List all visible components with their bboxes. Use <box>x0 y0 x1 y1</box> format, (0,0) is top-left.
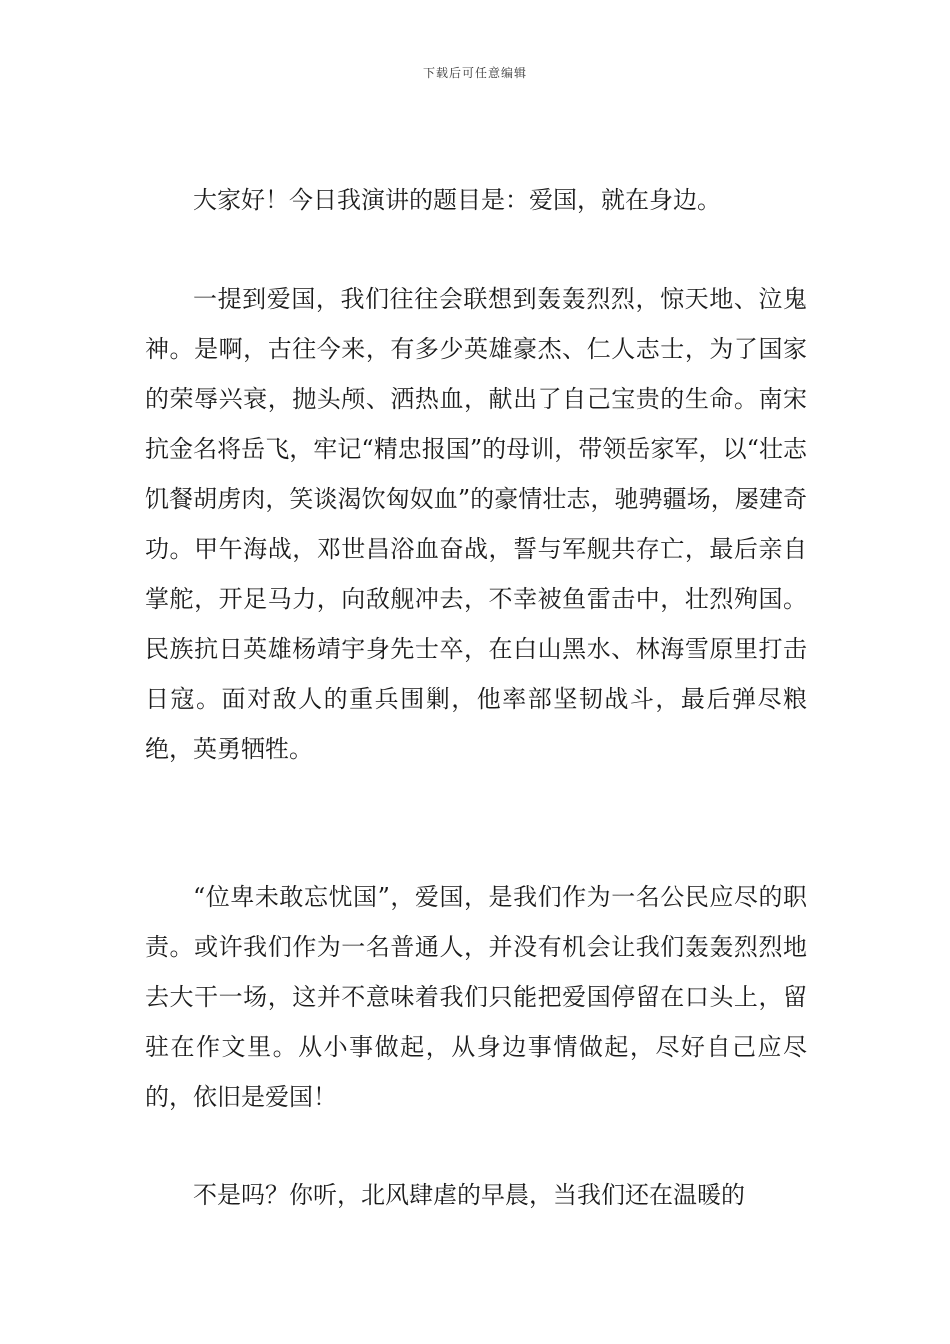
page-header-note: 下载后可任意编辑 <box>422 66 527 80</box>
paragraph-duty: “位卑未敢忘忧国”，爱国，是我们作为一名公民应尽的职责。或许我们作为一名普通人，并没有机会让我们轰轰烈烈地去大干一场，这并不意味着我们只能把爱国停留在口头上，留驻在作文里。从小事做起，从身边事情做起，尽好自己应尽的，依旧是爱国！ <box>145 883 807 1111</box>
paragraph-heroes: 一提到爱国，我们往往会联想到轰轰烈烈，惊天地、泣鬼神。是啊，古往今来，有多少英雄豪杰、仁人志士，为了国家的荣辱兴衰，抛头颅、洒热血，献出了自己宝贵的生命。南宋抗金名将岳飞，牢记“精忠报国”的母训，带领岳家军，以“壮志饥餐胡虏肉，笑谈渴饮匈奴血”的豪情壮志，驰骋疆场，屡建奇功。甲午海战，邓世昌浴血奋战，誓与军舰共存亡，最后亲自掌舵，开足马力，向敌舰冲去，不幸被鱼雷击中，壮烈殉国。民族抗日英雄杨靖宇身先士卒，在白山黑水、林海雪原里打击日寇。面对敌人的重兵围剿，他率部坚韧战斗，最后弹尽粮绝，英勇牺牲。 <box>145 285 807 763</box>
paragraph-morning: 不是吗？你听，北风肆虐的早晨，当我们还在温暖的 <box>193 1181 745 1209</box>
paragraph-greeting: 大家好！今日我演讲的题目是：爱国，就在身边。 <box>193 186 721 214</box>
